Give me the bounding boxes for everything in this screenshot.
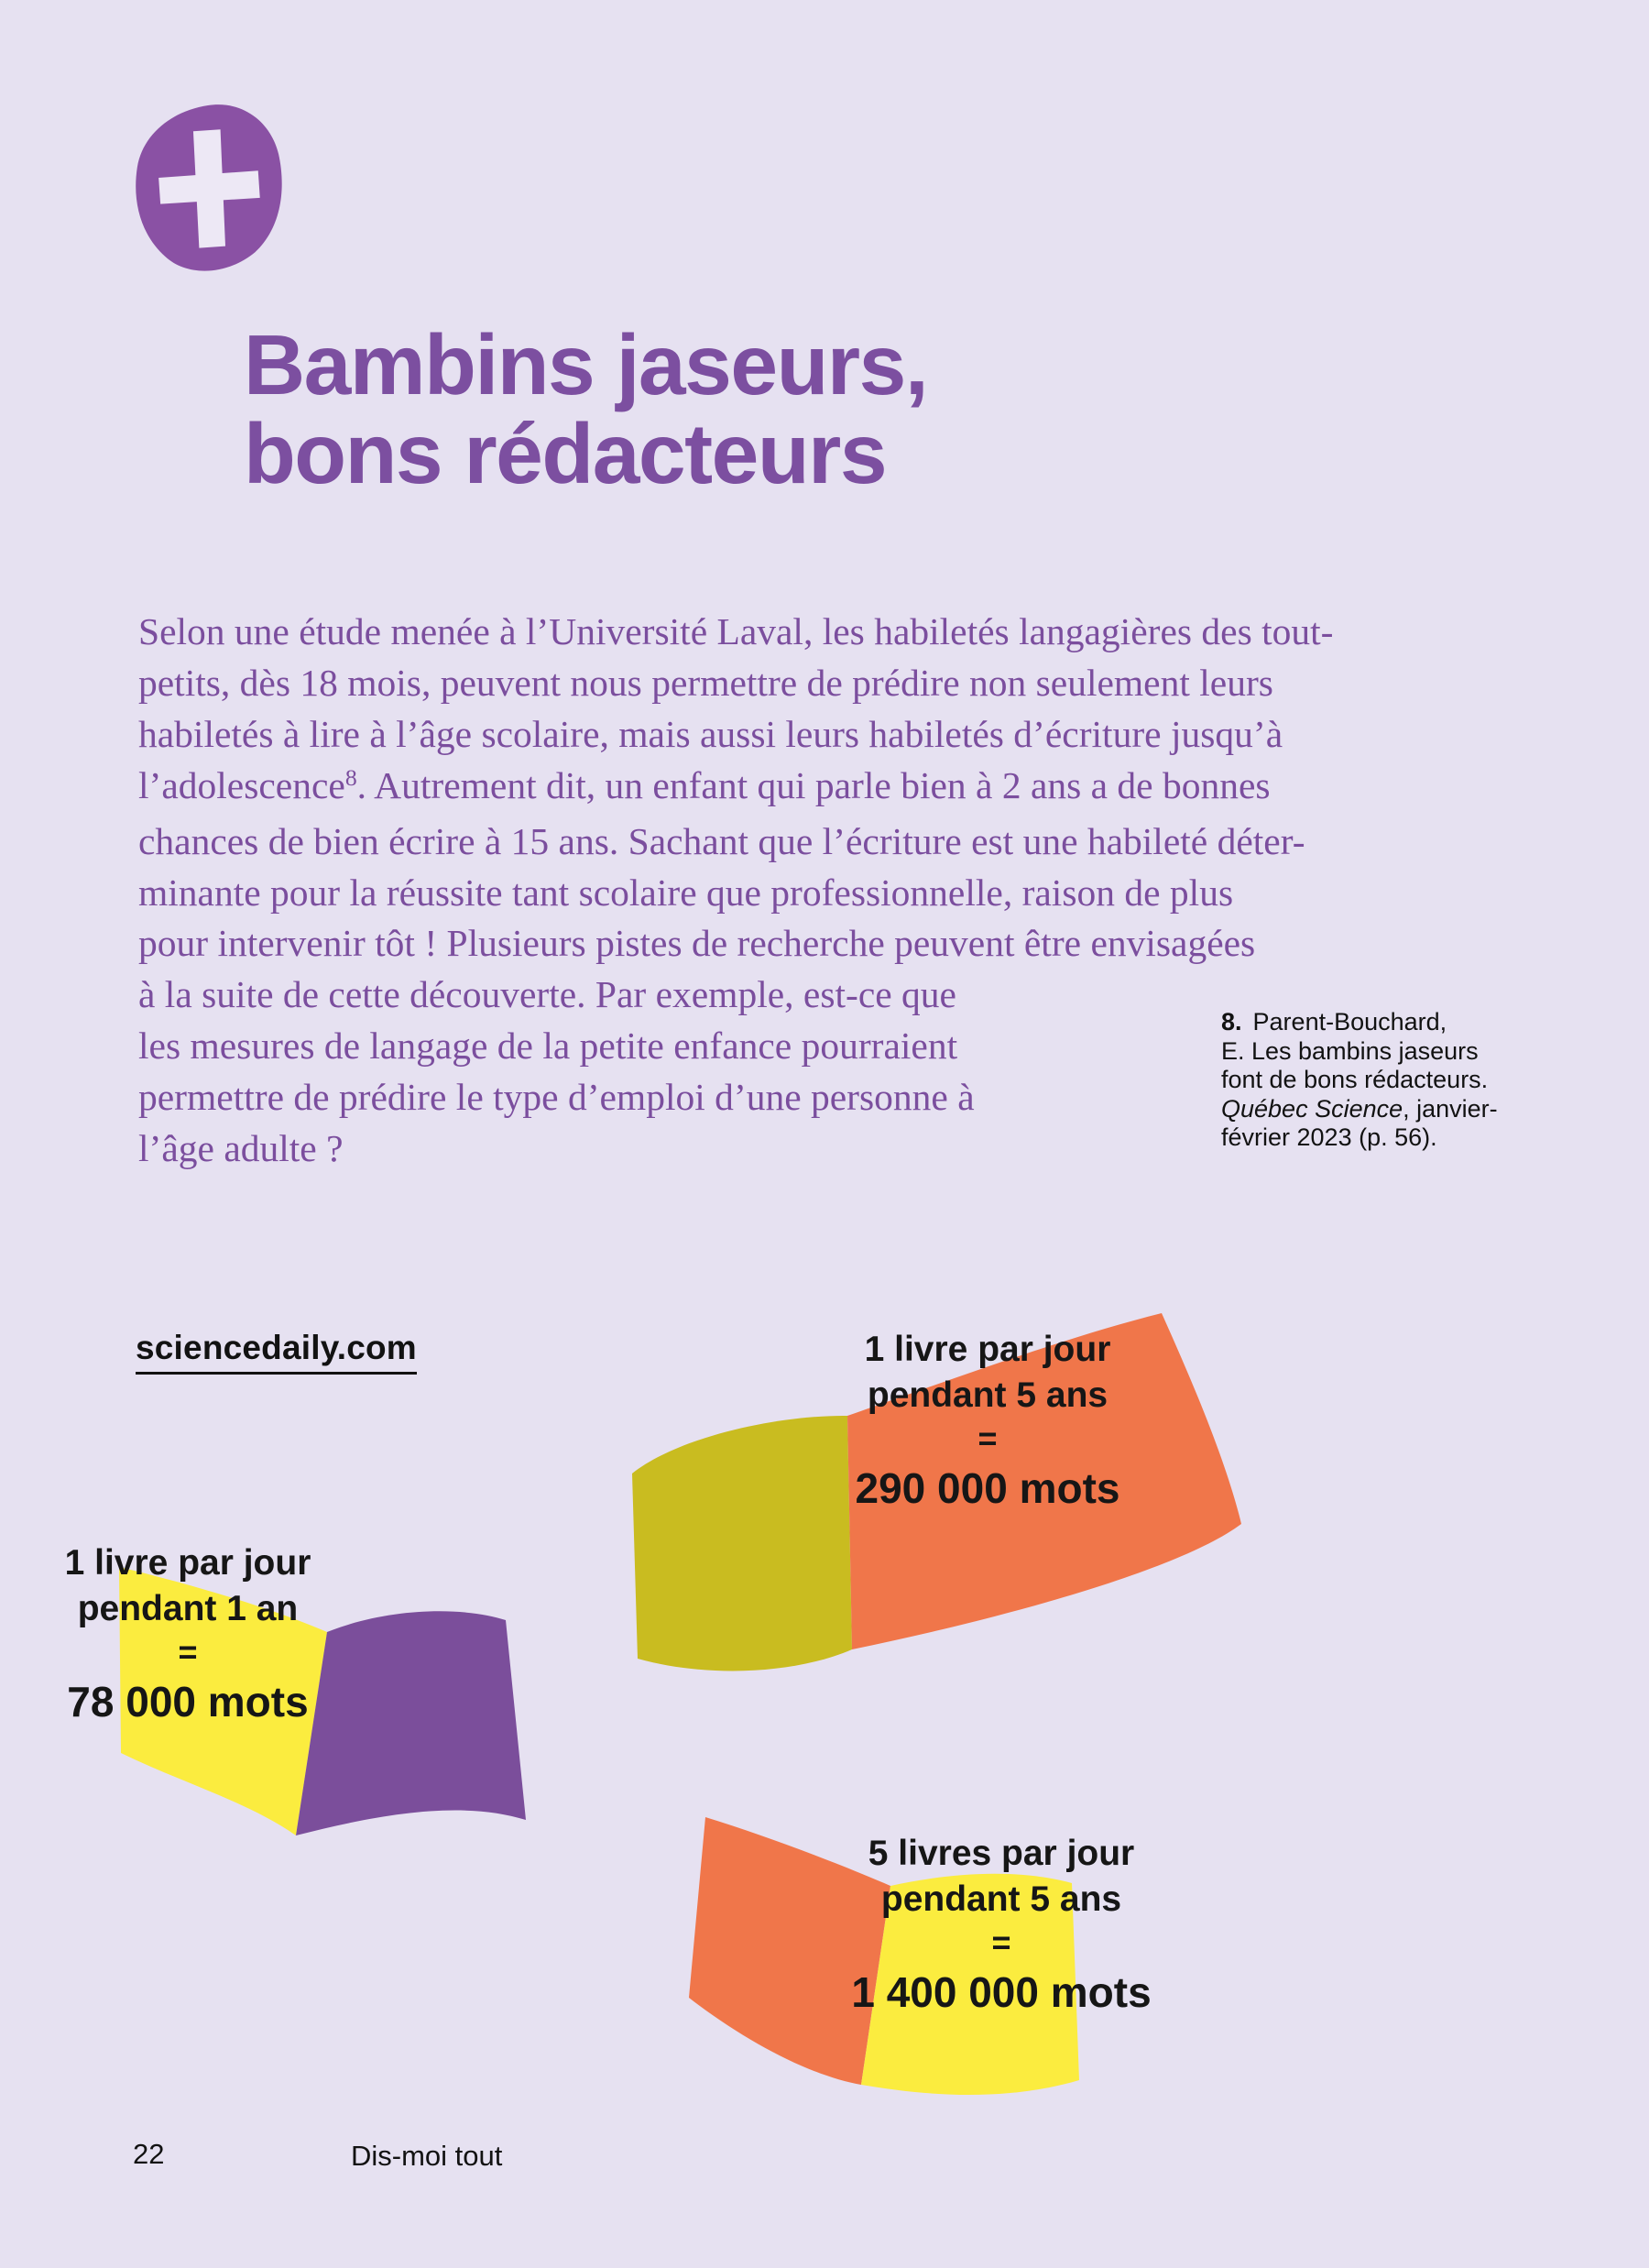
footnote-line5: février 2023 (p. 56). [1221,1123,1437,1152]
book3-label [814,1831,1189,2016]
page-title-line2: bons rédacteurs [244,406,887,501]
book1-equals-sign: = [178,1633,198,1671]
footnote-line4-rest: , janvier- [1403,1094,1498,1123]
book3-equals-sign: = [991,1923,1011,1961]
footer-book-title: Dis-moi tout [351,2140,503,2172]
page-number: 22 [133,2138,165,2170]
footnote-journal-name: Québec Science [1221,1094,1403,1123]
footnote-ref-number: 8 [344,763,357,791]
paragraph-line: chances de bien écrire à 15 ans. Sachant que l’écriture est une habileté déter- [138,819,1305,862]
paragraph-line: pour intervenir tôt ! Plusieurs pistes de recherche peuvent être envisagées [138,922,1256,965]
book3-label-line2: pendant 5 ans [880,1879,1122,1919]
page-title-line1: Bambins jaseurs, [244,317,928,412]
book2-label-line2: pendant 5 ans [867,1375,1108,1415]
book1-word-count: 78 000 mots [67,1678,309,1726]
paragraph-line: habiletés à lire à l’âge scolaire, mais aussi leurs habiletés d’écriture jusqu’à [138,712,1283,755]
paragraph-line: petits, dès 18 mois, peuvent nous permettre de prédire non seulement leurs [138,661,1273,704]
book1-label-line2: pendant 1 an [77,1589,299,1628]
book3-label-line1: 5 livres par jour [868,1834,1135,1873]
source-link[interactable]: sciencedaily.com [136,1329,417,1375]
footnote-marker: 8. [1221,1008,1242,1035]
book2-equals-sign: = [977,1419,998,1457]
ref-line-post: . Autrement dit, un enfant qui parle bien à 2 ans a de bonnes [356,763,1271,806]
paragraph-line: Selon une étude menée à l’Université Laval, les habiletés langagières des tout- [138,610,1334,652]
paragraph-line: permettre de prédire le type d’emploi d’une personne à [138,1076,975,1119]
plus-icon [126,99,289,279]
book2-label-line1: 1 livre par jour [864,1330,1111,1369]
book2-word-count: 290 000 mots [855,1464,1120,1512]
page-title [244,317,928,501]
book1-label [0,1540,376,1726]
footnote-line3: font de bons rédacteurs. [1221,1066,1489,1094]
ref-line-pre: l’adolescence [138,763,345,806]
footnote-line1: Parent-Bouchard, [1252,1008,1447,1035]
paragraph-line: les mesures de langage de la petite enfance pourraient [138,1024,958,1068]
paragraph-line-with-footnote-ref [138,761,1586,816]
footnote-line2: E. Les bambins jaseurs [1221,1036,1479,1065]
paragraph-line: l’âge adulte ? [138,1127,344,1170]
book2-label [800,1327,1175,1512]
paragraph-line: à la suite de cette découverte. Par exemple, est-ce que [138,973,956,1016]
book3-word-count: 1 400 000 mots [851,1968,1152,2016]
footnote [1221,1008,1533,1153]
paragraph-line: minante pour la réussite tant scolaire que professionnelle, raison de plus [138,871,1234,914]
book1-label-line1: 1 livre par jour [64,1543,311,1583]
